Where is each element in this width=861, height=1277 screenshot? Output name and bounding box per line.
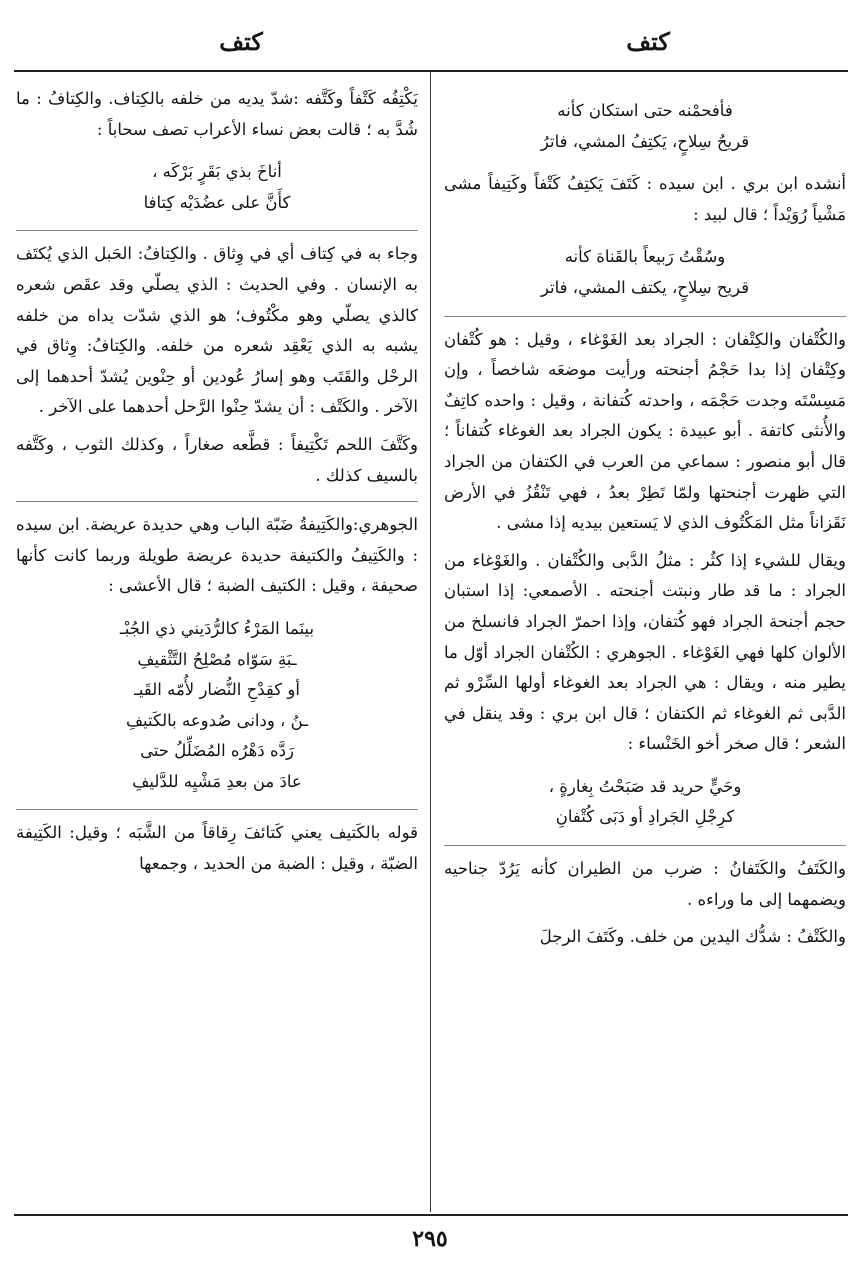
entry-paragraph: قوله بالكَتيف يعني كَتائفَ رِقاقاً من الشَّبَه ؛ وقيل: الكَتِيفة الضبّة ، وقيل : الضبة من الحديد ، وجمعها (16, 823, 418, 874)
entry-paragraph: ويقال للشيء إذا كثُر : مثلُ الدَّبى والكُتْفان . والغَوْغاء من الجراد : ما قد طار ونبتت أجنحته . الأصمعي: إذا استبان حجم أجنحة الجراد فهو كُتفان، وإذا احمرّ الجراد فانسلخ من الألوان كلها فهي الغَوْغاء . الجوهري : الكُتْفان الجراد أوّل ما يطير منه ، ويقال : هي الجراد بعد الغوغاء أولها السِّرْو ثم الدَّبى ثم الغوغاء ثم الكتفان ؛ قال ابن بري : وقد ينقل في الشعر ؛ قال صخر أخو الخَنْساء : (444, 550, 846, 754)
left-column (16, 84, 418, 1209)
headword-left: كتف (219, 27, 263, 56)
poetry-verse: عادَ من بعدِ مَشْيِه للدَّليفِ (132, 771, 302, 791)
column-divider (430, 72, 431, 1212)
section-separator (444, 316, 846, 317)
section-separator (444, 845, 846, 846)
page-number: ٢٩٥ (412, 1226, 448, 1252)
entry-paragraph: وجاء به في كِتاف أي في وِثاق . والكِتافُ: الحَبل الذي يُكتَف به الإنسان . وفي الحديث : الذي يصلّي وقد عقَص شعره كالذي يصلّي وهو مكْتُوف؛ هو الذي شدّت يداه من خلفه يشبه به الذي يَعْقِد شعره من خلفه. والكِتافُ: وِثاق في الرحْل والقَتَب وهو إسارُ عُودين أو حِنْوين يُشدّ أحدهما إلى الآخر . والكَتْف : أن يشدّ حِنْوا الرَّحل أحدهما على الآخر . (16, 244, 418, 417)
section-separator (16, 501, 418, 502)
right-column (444, 84, 846, 1209)
poetry-verse: قريحُ سِلاحٍ، يَكتِفُ المشي، فاترُ (540, 131, 750, 151)
poetry-verse: قريح سِلاحٍ، يكتف المشي، فاتر (540, 277, 750, 297)
poetry-verse: فأفحمْنه حتى استكان كأنه (557, 101, 733, 120)
poetry-verse: ـبَةِ سَوّاه مُصْلِحُ التَّثْقيفِ (137, 649, 297, 669)
header-rule (14, 70, 848, 72)
poetry-verse: وحَيٍّ حريد قد صَبَحْتُ بِغارةٍ ، (548, 776, 742, 796)
entry-paragraph: الجوهري:والكَتِيفةُ ضَبّة الباب وهي حديدة عريضة. ابن سيده : والكَتِيفُ والكتيفة حديدة عريضة طويلة وربما كانت كأنها صحيفة ، وقيل : الكتيف الضبة ؛ قال الأعشى : (16, 515, 418, 596)
poetry-verse: كرِجْلِ الجَرادِ أو دَبَى كُتْفانِ (555, 807, 735, 827)
poetry-verse: بينَما المَرْءُ كالرُّدَيني ذي الجُبْـ (119, 618, 315, 638)
section-separator (16, 809, 418, 810)
entry-paragraph: والكَتَفُ والكَتَفانُ : ضرب من الطيران كأنه يَرُدّ جناحيه ويضمهما إلى ما وراءه . (444, 859, 846, 909)
poetry-verse: أناخَ بذي بَقَرٍ بَرْكَه ، (152, 162, 282, 182)
entry-paragraph: وكَتَّفَ اللحم تَكْتِيفاً : قطَّعه صغاراً ، وكذلك الثوب ، وكَتَّفه بالسيف كذلك . (16, 434, 418, 485)
entry-paragraph: أنشده ابن بري . ابن سيده : كَتَفَ يَكتِفُ كَتْفاً وكَتِيفاً مشى مَشْياً رُوَيْداً ؛ قال لبيد : (444, 174, 846, 224)
entry-paragraph: والكَتْفُ : شدُّك اليدين من خلف. وكَتَفَ الرجلَ (539, 927, 846, 947)
poetry-verse: رَدَّه دَهْرُه المُضَلِّلُ حتى (140, 741, 294, 761)
entry-paragraph: والكُتْفان والكِتْفان : الجراد بعد الغَوْغاء ، وقيل : هو كُتْفان وكِتْفان إذا بدا حَجْمُ أجنحته ورأيت موضعَه شاخصاً ، وإن مَسِسْتَه وجدت حَجْمَه ، واحدته كُتفانة ، وقيل : واحده كاتِفٌ والأُنثى كاتفة . أبو عبيدة : يكون الجراد بعد الغوغاء كُتفاناً ؛ قال أبو منصور : سماعي من العرب في الكتفان من الجراد التي ظهرت أجنحتها ولمّا تَطِرْ بعدُ ، فهي تَنْقُزُ في الأرض نَقَزاناً مثل المَكْتُوف الذي لا يَستعين بيديه إذا مشى . (444, 329, 846, 533)
poetry-verse: وسُقْتُ رَبيعاً بالقَناة كأنه (564, 247, 726, 267)
headword-right: كتف (626, 27, 670, 56)
footer-rule (14, 1214, 848, 1216)
section-separator (16, 230, 418, 231)
poetry-verse: كأَنَّ على عضُدَيْه كِتافا (143, 192, 291, 212)
entry-paragraph: يَكْتِفُه كَتْفاً وكَتَّفه :شدّ يديه من خلفه بالكِتاف. والكِتافُ : ما شُدَّ به ؛ قالت بعض نساء الأعراب تصف سحاباً : (16, 89, 418, 139)
poetry-verse: ـنُ ، ودانى صُدوعه بالكَتيفِ (125, 710, 309, 730)
poetry-verse: أو كقِدْحِ النُّضار لأُمّه القَيـ (134, 680, 300, 700)
